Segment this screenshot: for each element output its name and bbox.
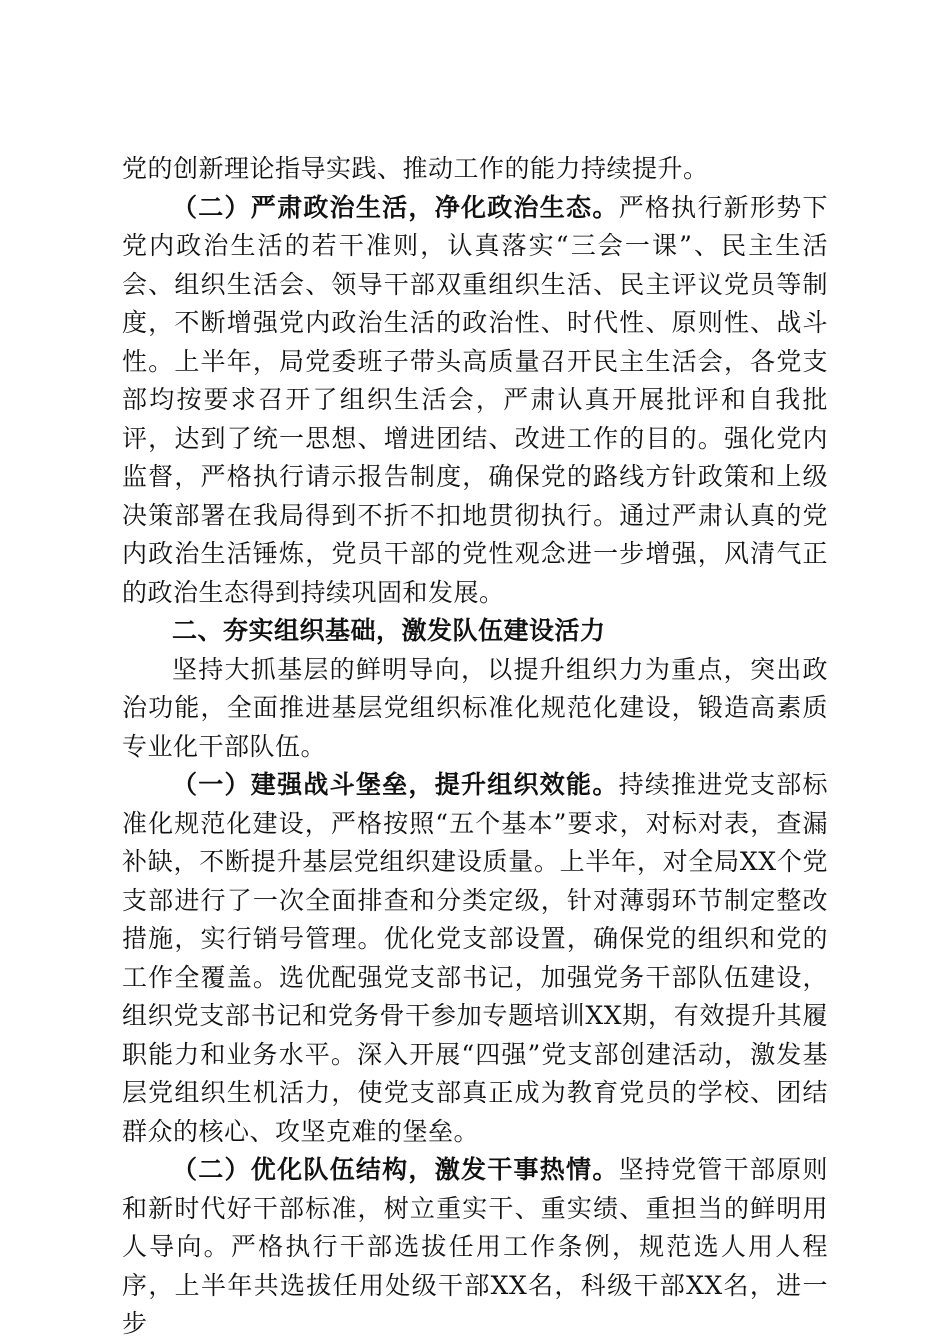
paragraph-lead: （一）建强战斗堡垒，提升组织效能。 [172, 770, 619, 799]
paragraph-text: 严格执行新形势下党内政治生活的若干准则，认真落实“三会一课”、民主生活会、组织生活会、领导干部双重组织生活、民主评议党员等制度，不断增强党内政治生活的政治性、时代性、原则性、战斗性。上半年，局党委班子带头高质量召开民主生活会，各党支部均按要求召开了组织生活会，严肃认真开展批评和自我批评，达到了统一思想、增进团结、改进工作的目的。强化党内监督，严格执行请示报告制度，确保党的路线方针政策和上级决策部署在我局得到不折不扣地贯彻执行。通过严肃认真的党内政治生活锤炼，党员干部的党性观念进一步增强，风清气正的政治生态得到持续巩固和发展。 [122, 192, 828, 607]
heading-text: 二、夯实组织基础，激发队伍建设活力 [172, 616, 606, 645]
document-body [122, 150, 828, 1344]
paragraph-fortress [122, 766, 828, 1151]
paragraph-section-intro [122, 651, 828, 767]
paragraph-political-life [122, 189, 828, 613]
paragraph-lead: （二）严肃政治生活，净化政治生态。 [172, 192, 619, 222]
paragraph-continuation [122, 150, 828, 189]
paragraph-text: 党的创新理论指导实践、推动工作的能力持续提升。 [122, 154, 709, 183]
paragraph-text: 坚持党管干部原则和新时代好干部标准，树立重实干、重实绩、重担当的鲜明用人导向。严格执行干部选拔任用工作条例，规范选人用人程序，上半年共选拔任用处级干部XX名，科级干部XX名，进一步 [122, 1155, 828, 1338]
paragraph-text: 持续推进党支部标准化规范化建设，严格按照“五个基本”要求，对标对表，查漏补缺，不断提升基层党组织建设质量。上半年，对全局XX个党支部进行了一次全面排查和分类定级，针对薄弱环节制定整改措施，实行销号管理。优化党支部设置，确保党的组织和党的工作全覆盖。选优配强党支部书记，加强党务干部队伍建设，组织党支部书记和党务骨干参加专题培训XX期，有效提升其履职能力和业务水平。深入开展“四强”党支部创建活动，激发基层党组织生机活力，使党支部真正成为教育党员的学校、团结群众的核心、攻坚克难的堡垒。 [122, 770, 828, 1146]
paragraph-team-structure [122, 1151, 828, 1344]
paragraph-text: 坚持大抓基层的鲜明导向，以提升组织力为重点，突出政治功能，全面推进基层党组织标准化规范化建设，锻造高素质专业化干部队伍。 [122, 654, 828, 761]
section-heading-two [122, 612, 828, 651]
paragraph-lead: （二）优化队伍结构，激发干事热情。 [172, 1155, 619, 1184]
